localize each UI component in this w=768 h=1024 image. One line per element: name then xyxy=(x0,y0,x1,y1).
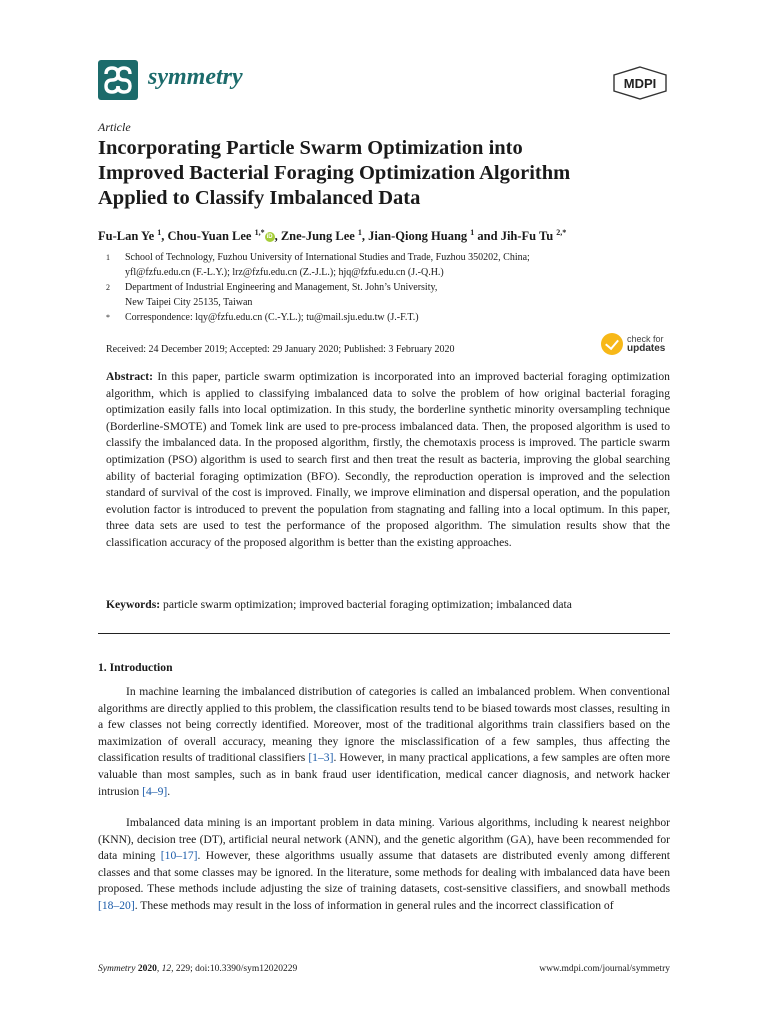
paragraph-text: Imbalanced data mining is an important problem in data mining. Various algorithms, including k nearest neighbor (KNN), decision tree (DT), artificial neural network (ANN), and the genetic algorithm (GA), have been recommended for data mining xyxy=(98,816,670,863)
article-type: Article xyxy=(98,120,131,134)
publication-dates: Received: 24 December 2019; Accepted: 29 January 2020; Published: 3 February 2020 xyxy=(106,344,455,355)
affiliation-1 xyxy=(106,250,666,265)
journal-name: symmetry xyxy=(148,64,243,90)
author-affil-mark: 1 xyxy=(157,228,162,237)
paragraph-text: . However, these algorithms usually assume that datasets are distributed evenly among different classes and that some classes may be ignored. In the literature, some methods for dealing with imbalanced data have been proposed. These methods include adjusting the size of training datasets, cost-sensitive classifiers, and snowball methods xyxy=(98,849,670,896)
check-updates-line1: check for xyxy=(627,334,664,344)
footer-journal: Symmetry xyxy=(98,964,136,974)
paragraph-text: In machine learning the imbalanced distribution of categories is called an imbalanced problem. When conventional algorithms are directly applied to this problem, the classification results tend to be biased towards most classes, resulting in a few classes not being correctly identified. Moreover, most of the traditional algorithms train classifiers based on the maximization of overall accuracy, meaning they ignore the misclassification of a few samples, thus affecting the classification results of traditional classifiers xyxy=(98,685,670,765)
author-name: Chou-Yuan Lee xyxy=(167,229,252,244)
affiliation-text: Correspondence: lqy@fzfu.edu.cn (C.-Y.L.); tu@mail.sju.edu.tw (J.-F.T.) xyxy=(125,312,419,323)
paragraph-text: . However, in many practical applications, a few samples are often more valuable than most samples, such as in bank fraud user identification, medical cancer diagnosis, and network hacker intrusion xyxy=(98,751,670,798)
body-paragraph-2 xyxy=(98,815,670,915)
footer-year: 2020 xyxy=(137,964,157,974)
affiliation-marker: 1 xyxy=(106,253,110,262)
affiliation-text: School of Technology, Fuzhou University of International Studies and Trade, Fuzhou 350202, China; xyxy=(125,252,530,263)
affiliation-text: Department of Industrial Engineering and Management, St. John’s University, xyxy=(125,282,438,293)
citation-link[interactable]: [1–3] xyxy=(308,751,334,765)
article-title xyxy=(98,136,688,211)
author-name: Zne-Jung Lee xyxy=(280,229,355,244)
title-line: Applied to Classify Imbalanced Data xyxy=(98,187,421,209)
title-line: Incorporating Particle Swarm Optimization into xyxy=(98,137,523,159)
journal-logo-icon xyxy=(98,60,138,100)
affiliation-marker: 2 xyxy=(106,283,110,292)
author-name: Jian-Qiong Huang xyxy=(368,229,468,244)
paragraph-text: . These methods may result in the loss of information in general rules and the incorrect classification of xyxy=(134,898,614,912)
correspondence xyxy=(106,310,666,325)
author-name: Fu-Lan Ye xyxy=(98,229,155,244)
check-icon xyxy=(601,333,623,355)
and-word: and xyxy=(477,229,498,244)
affiliation-text: New Taipei City 25135, Taiwan xyxy=(125,297,253,308)
footer-doi: , 229; doi:10.3390/sym12020229 xyxy=(171,964,298,974)
paragraph-text: . xyxy=(167,784,171,798)
abstract-text: In this paper, particle swarm optimization is incorporated into an improved bacterial foraging optimization algorithm, which is applied to classifying imbalanced data to solve the problem of how original bacterial foraging optimization easily falls into local optimization. In this study, the borderline synthetic minority oversampling technique (Borderline-SMOTE) and Tomek link are used to pre-process imbalanced data. Then, the proposed algorithm is used to classify the imbalanced data. In the proposed algorithm, firstly, the chemotaxis process is improved. The particle swarm optimization (PSO) algorithm is used to search first and then treat the result as bacteria, improving the global searching ability of bacterial foraging optimization (BFO). Secondly, the reproduction operation is improved and the selection standard of survival of the cost is improved. Finally, we improve elimination and dispersal operation, and the population evolution factor is introduced to prevent the population from stagnating and falling into a local optimum. In this paper, three data sets are used to test the performance of the proposed algorithm. The simulation results show that the classification accuracy of the proposed algorithm is better than the existing approaches. xyxy=(106,370,670,549)
check-updates-line2: updates xyxy=(627,343,666,354)
keywords-label: Keywords: xyxy=(106,598,161,611)
affiliation-text: yfl@fzfu.edu.cn (F.-L.Y.); lrz@fzfu.edu.cn (Z.-J.L.); hjq@fzfu.edu.cn (J.-Q.H.) xyxy=(125,267,444,278)
author-affil-mark: 1 xyxy=(470,228,475,237)
keywords xyxy=(106,598,670,611)
author-affil-mark: 1,* xyxy=(254,228,265,237)
citation-link[interactable]: [18–20] xyxy=(98,898,135,912)
section-divider xyxy=(98,633,670,634)
keywords-text: particle swarm optimization; improved bacterial foraging optimization; imbalanced data xyxy=(163,598,572,611)
citation-link[interactable]: [10–17] xyxy=(160,849,198,863)
section-heading: 1. Introduction xyxy=(98,661,173,674)
journal-url-link[interactable]: www.mdpi.com/journal/symmetry xyxy=(539,964,670,974)
author-affil-mark: 1 xyxy=(357,228,362,237)
author-affil-mark: 2,* xyxy=(556,228,567,237)
affiliation-marker: * xyxy=(106,313,110,322)
affiliation-2 xyxy=(106,280,666,295)
mdpi-logo-icon xyxy=(612,66,668,100)
affiliation-2-city xyxy=(106,295,666,310)
author-list: Fu-Lan Ye $^1$, Chou-Yuan Lee $^{1,*}$iD , Zne-Jung Lee $^1$, Jian-Qiong Huang $^1$ and Jih-Fu Tu $^{2,*}$ xyxy=(98,228,567,244)
affiliation-1-emails xyxy=(106,265,666,280)
abstract xyxy=(106,369,670,552)
footer-volume: 12 xyxy=(161,964,172,974)
citation-footer: Symmetry 2020, 12, 229; doi:10.3390/sym12020229 xyxy=(98,964,298,974)
svg-text:MDPI: MDPI xyxy=(623,76,657,91)
citation-link[interactable]: [4–9] xyxy=(142,784,168,798)
title-line: Improved Bacterial Foraging Optimization Algorithm xyxy=(98,162,571,184)
body-paragraph-1 xyxy=(98,684,670,800)
abstract-label: Abstract: xyxy=(106,370,154,383)
author-name: Jih-Fu Tu xyxy=(500,229,554,244)
orcid-icon[interactable]: iD xyxy=(266,234,273,241)
